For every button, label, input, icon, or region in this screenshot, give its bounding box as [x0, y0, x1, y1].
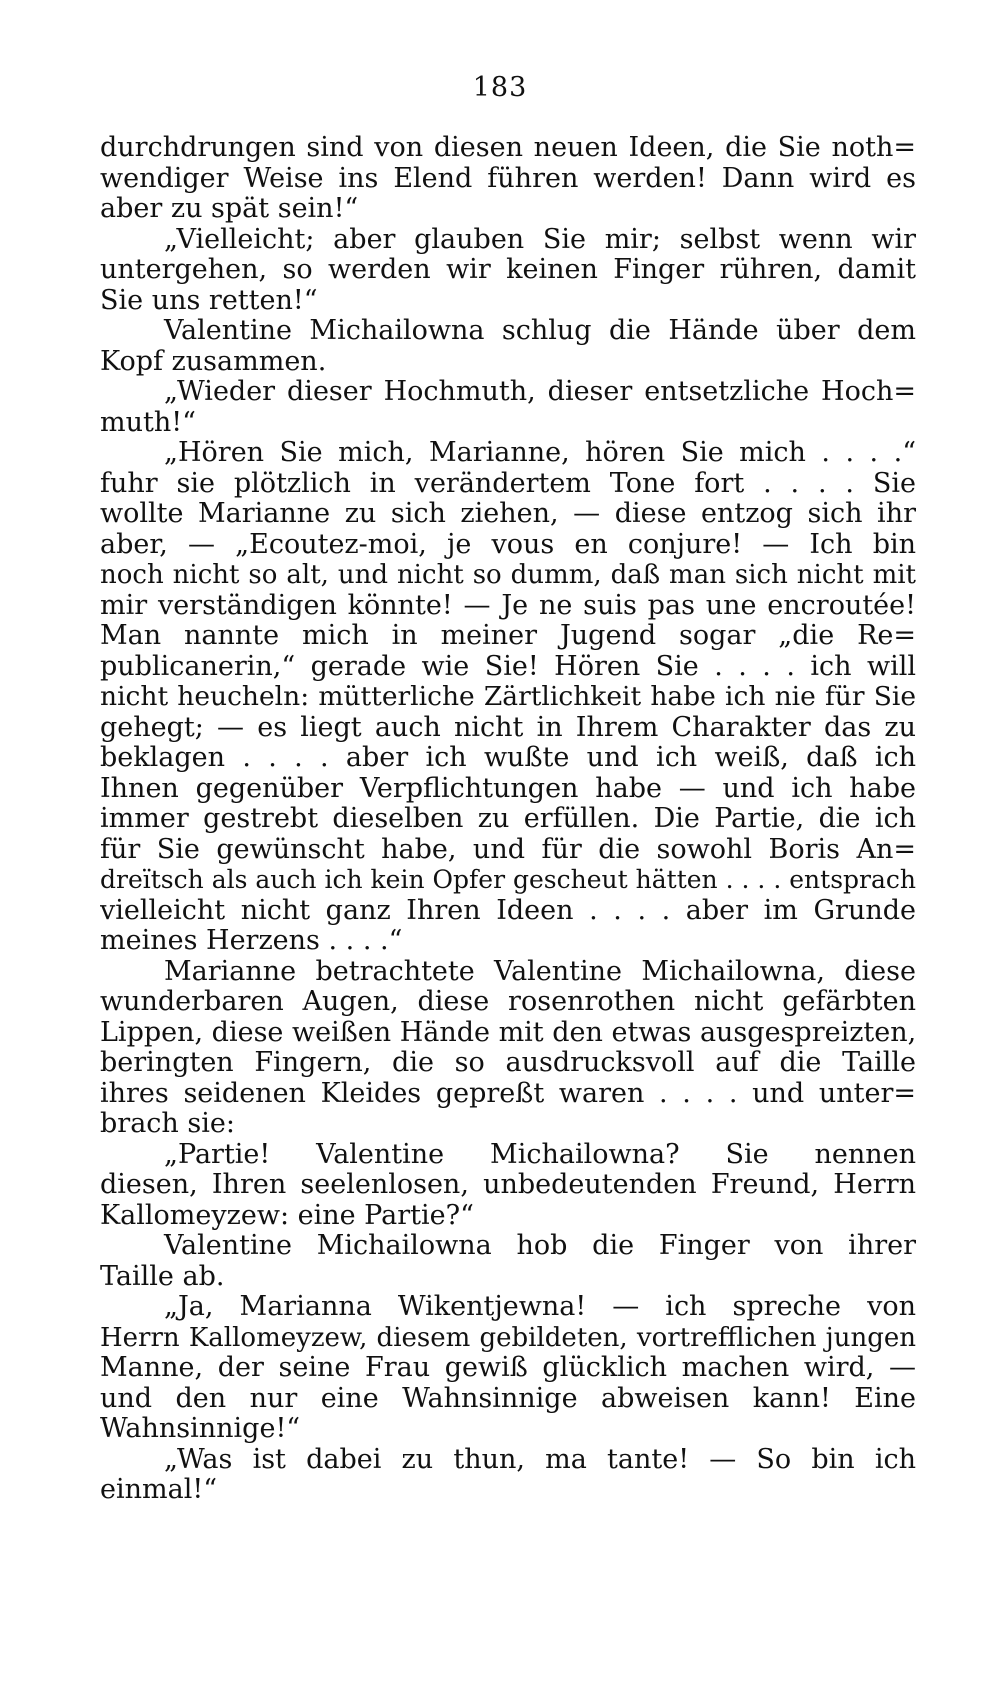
text-line: beringten Fingern, die so ausdrucksvoll auf die Taille [100, 1048, 916, 1078]
text-line: dreïtsch als auch ich kein Opfer gescheut hätten . . . . entsprach [100, 865, 916, 894]
text-line: nicht heucheln: mütterliche Zärtlichkeit habe ich nie für Sie [100, 682, 916, 712]
text-line: diesen, Ihren seelenlosen, unbedeutenden Freund, Herrn [100, 1170, 916, 1200]
text-line: Herrn Kallomeyzew, diesem gebildeten, vortrefflichen jungen [100, 1322, 916, 1353]
text-line: publicanerin,“ gerade wie Sie! Hören Sie . . . . ich will [100, 651, 916, 682]
text-line: aber, — „Ecoutez-moi, je vous en conjure! — Ich bin [100, 529, 916, 560]
text-line: Kopf zusammen. [100, 346, 327, 377]
text-line: beklagen . . . . aber ich wußte und ich weiß, daß ich [100, 743, 916, 773]
text-line: wunderbaren Augen, diese rosenrothen nicht gefärbten [100, 987, 916, 1017]
text-line: wollte Marianne zu sich ziehen, — diese entzog sich ihr [100, 499, 916, 529]
text-line: fuhr sie plötzlich in verändertem Tone fort . . . . Sie [100, 468, 916, 499]
text-line: noch nicht so alt, und nicht so dumm, daß man sich nicht mit [100, 560, 916, 590]
text-line: ihres seidenen Kleides gepreßt waren . . . . und unter= [100, 1078, 916, 1109]
text-line: vielleicht nicht ganz Ihren Ideen . . . . aber im Grunde [100, 895, 916, 926]
text-line: immer gestrebt dieselben zu erfüllen. Die Partie, die ich [100, 804, 916, 834]
text-line: Valentine Michailowna schlug die Hände über dem [164, 316, 916, 346]
text-line: Taille ab. [100, 1261, 225, 1292]
text-line: Lippen, diese weißen Hände mit den etwas ausgespreizten, [100, 1017, 916, 1048]
text-line: für Sie gewünscht habe, und für die sowohl Boris An= [100, 834, 916, 865]
text-line: und den nur eine Wahnsinnige abweisen kann! Eine [100, 1383, 916, 1414]
text-line: aber zu spät sein!“ [100, 194, 359, 224]
text-line: meines Herzens . . . .“ [100, 926, 403, 956]
text-line: Man nannte mich in meiner Jugend sogar „die Re= [100, 621, 916, 651]
text-line: Manne, der seine Frau gewiß glücklich machen wird, — [100, 1353, 916, 1383]
text-line: muth!“ [100, 407, 196, 438]
body-text [100, 133, 916, 1506]
text-line: „Hören Sie mich, Marianne, hören Sie mich . . . .“ [164, 438, 916, 468]
text-line: „Partie! Valentine Michailowna? Sie nennen [164, 1139, 916, 1170]
text-line: einmal!“ [100, 1475, 217, 1505]
text-line: Wahnsinnige!“ [100, 1414, 301, 1444]
text-line: „Was ist dabei zu thun, ma tante! — So bin ich [164, 1444, 916, 1475]
text-line: „Wieder dieser Hochmuth, dieser entsetzliche Hoch= [164, 377, 916, 407]
text-line: Sie uns retten!“ [100, 285, 318, 316]
text-line: Valentine Michailowna hob die Finger von ihrer [164, 1231, 916, 1261]
text-line: wendiger Weise ins Elend führen werden! Dann wird es [100, 163, 916, 194]
text-line: „Vielleicht; aber glauben Sie mir; selbst wenn wir [164, 224, 916, 255]
text-line: gehegt; — es liegt auch nicht in Ihrem Charakter das zu [100, 712, 916, 743]
text-line: mir verständigen könnte! — Je ne suis pas une encroutée! [100, 590, 916, 621]
text-line: Kallomeyzew: eine Partie?“ [100, 1200, 474, 1231]
text-line: Ihnen gegenüber Verpflichtungen habe — und ich habe [100, 773, 916, 804]
text-line: brach sie: [100, 1109, 235, 1139]
text-line: durchdrungen sind von diesen neuen Ideen, die Sie noth= [100, 133, 916, 163]
page-number: 183 [472, 72, 528, 103]
text-line: untergehen, so werden wir keinen Finger rühren, damit [100, 255, 916, 285]
text-line: „Ja, Marianna Wikentjewna! — ich spreche von [164, 1292, 916, 1322]
text-line: Marianne betrachtete Valentine Michailowna, diese [164, 956, 916, 987]
